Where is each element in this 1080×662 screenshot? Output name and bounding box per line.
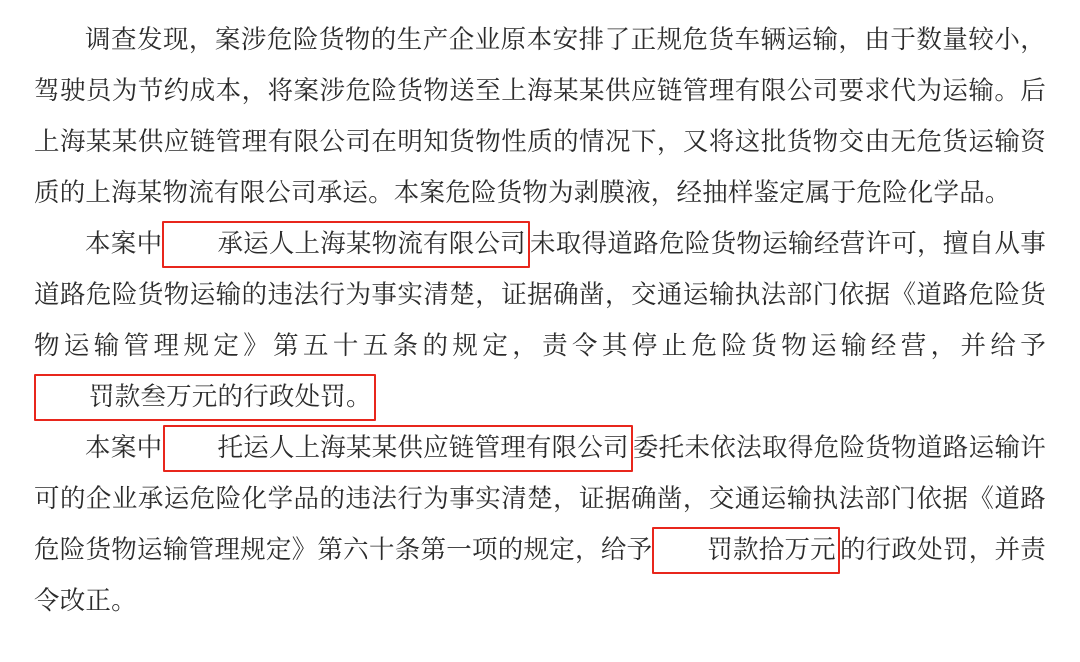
text-run: 本案中 [85,433,163,462]
highlight-box-shipper: 托运人上海某某供应链管理有限公司 [163,425,633,472]
highlight-box-fine-thirty-thousand: 罚款叁万元的行政处罚。 [34,374,376,421]
highlight-box-carrier: 承运人上海某物流有限公司 [162,221,529,268]
text-run: 未取得道路危险货物运输经营许可，擅自从事道路危险货物运输的违法行为事实清楚，证据确凿，交通运输执法部门依据《道路危险货物运输管理规定》第五十五条的规定，责令其停止危险货物运输经营，并给予 [34,229,1046,360]
paragraph-1 [34,14,1046,218]
text-run: 调查发现，案涉危险货物的生产企业原本安排了正规危货车辆运输，由于数量较小，驾驶员为节约成本，将案涉危险货物送至上海某某供应链管理有限公司要求代为运输。后上海某某供应链管理有限公司在明知货物性质的情况下，又将这批货物交由无危货运输资质的上海某物流有限公司承运。本案危险货物为剥膜液，经抽样鉴定属于危险化学品。 [34,25,1046,207]
paragraph-3 [34,422,1046,626]
text-run: 本案中 [85,229,163,258]
highlight-box-fine-hundred-thousand: 罚款拾万元 [652,527,840,574]
text-run: 的行政处罚，并责令改正。 [34,535,1046,615]
text-run: 委托未依法取得危险货物道路运输许可的企业承运危险化学品的违法行为事实清楚，证据确凿，交通运输执法部门依据《道路危险货物运输管理规定》第六十条第一项的规定，给予 [34,433,1046,564]
paragraph-2 [34,218,1046,422]
